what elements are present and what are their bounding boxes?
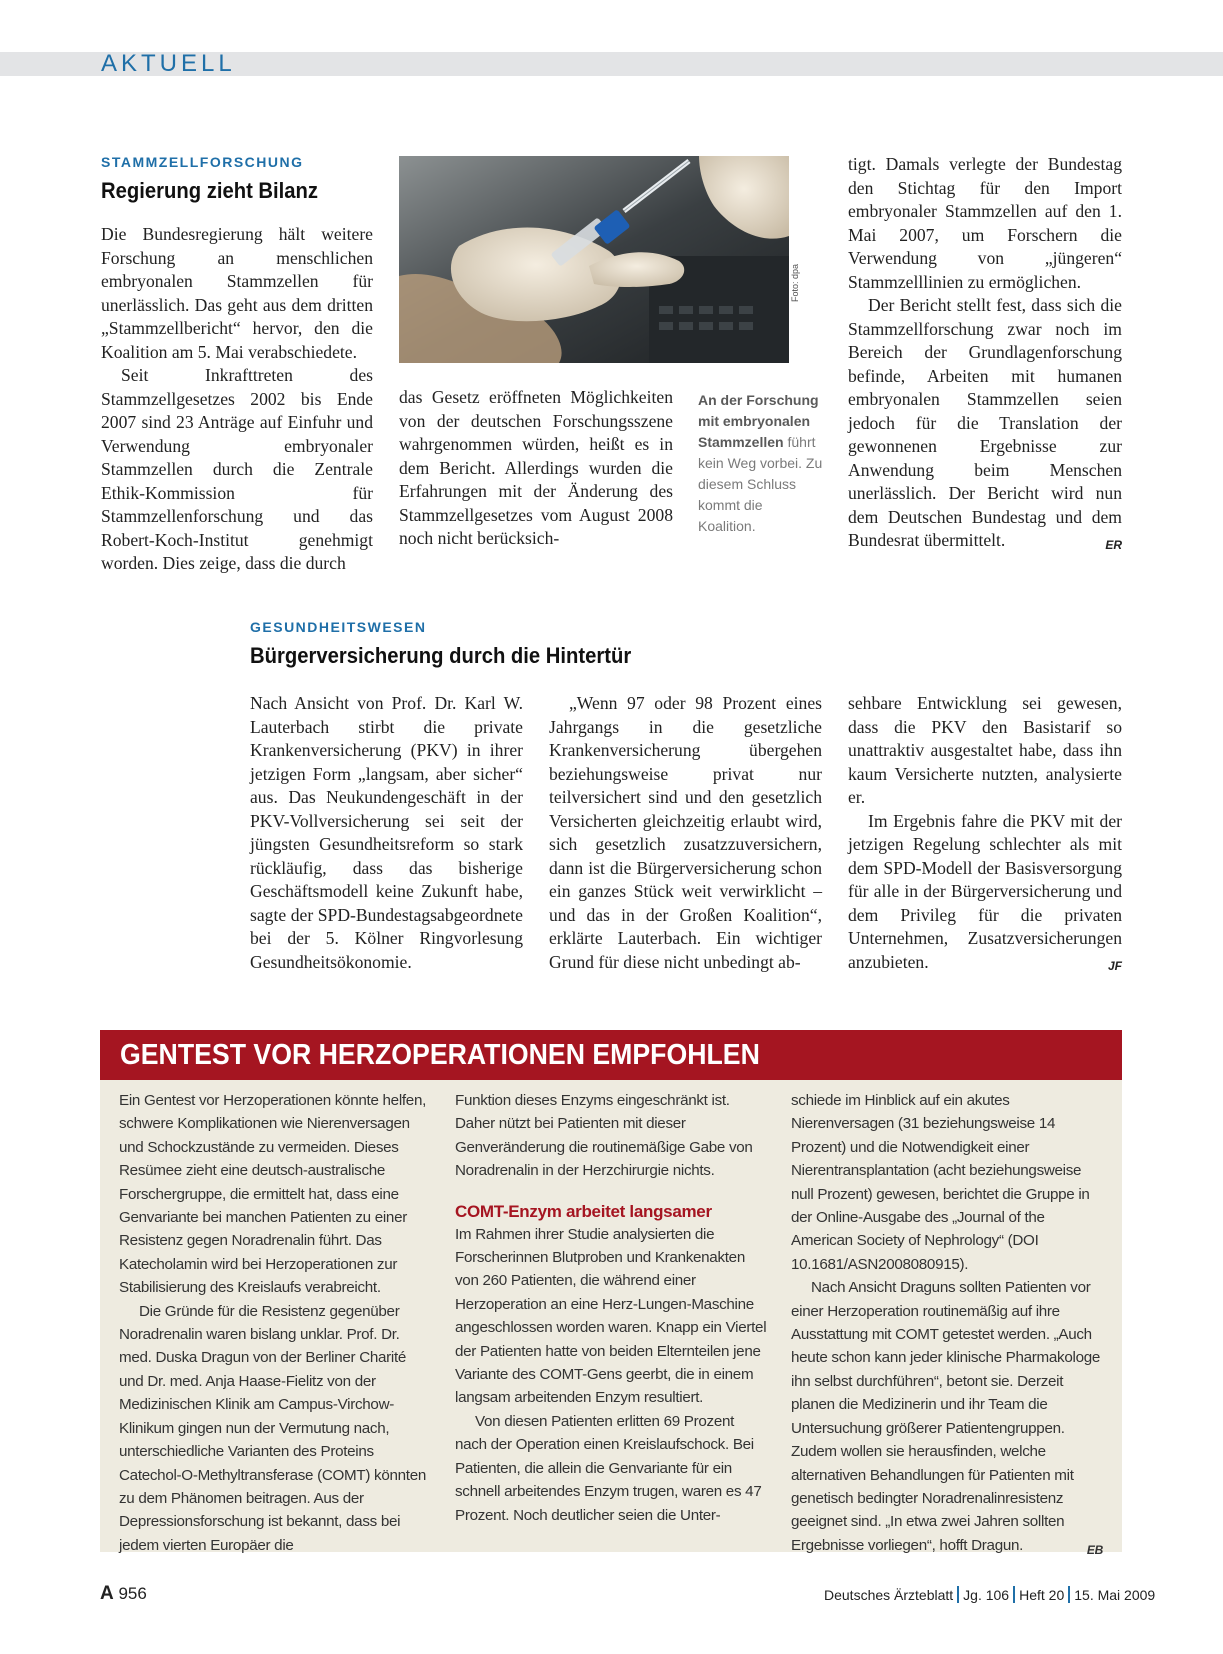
journal-date: 15. Mai 2009 <box>1074 1587 1156 1603</box>
paragraph: Ein Gentest vor Herzoperationen könnte helfen, schwere Komplikationen wie Nierenversagen und Schockzustände zu vermeiden. Dieses Resümee zieht eine deutsch-australische Forschergruppe, die ermittelt hat, dass eine Genvariante bei manchen Patienten zu einer Resistenz gegen Noradrenalin führt. Das Katecholamin wird bei Herzoperationen zur Stabilisierung des Kreislaufs verabreicht. <box>119 1092 427 1297</box>
photo-caption <box>698 390 824 537</box>
paragraph: Die Gründe für die Resistenz gegenüber Noradrenalin waren bislang unklar. Prof. Dr. med. Duska Dragun von der Berliner Charité und Dr. med. Anja Haase-Fielitz von der Medizinischen Klinik am Campus-Virchow-Klinikum gingen nun der Vermutung nach, unterschiedliche Varianten des Proteins Catechol-O-Methyltransferase (COMT) könnten zu dem Phänomen beitragen. Aus der Depressionsforschung ist bekannt, dass bei jedem vierten Europäer die <box>119 1302 426 1554</box>
paragraph: Funktion dieses Enzyms eingeschränkt ist. Daher nützt bei Patienten mit dieser Genveränderung die routinemäßige Gabe von Noradrenalin in der Herzchirurgie nichts. <box>455 1092 753 1180</box>
paragraph: Von diesen Patienten erlitten 69 Prozent nach der Operation einen Kreislaufschock. Bei Patienten, die allein die Genvariante für ein schnell arbeitendes Enzym trugen, waren es 47 Prozent. Noch deutlicher seien die Unter- <box>455 1412 762 1524</box>
box-subheading: COMT-Enzym arbeitet langsamer <box>455 1201 712 1221</box>
author-signature: JF <box>1107 959 1122 973</box>
paragraph: Der Bericht stellt fest, dass sich die Stammzellforschung zwar noch im Bereich der Grundlagenforschung befinde, Arbeiten mit humanen embryonalen Stammzellen seien jedoch für die Translation der gewonnenen Ergebnisse zur Anwendung beim Menschen unerlässlich. Der Bericht wird nun dem Deutschen Bundestag und dem Bundesrat übermittelt. <box>848 295 1122 550</box>
paragraph: Im Ergebnis fahre die PKV mit der jetzigen Regelung schlechter als mit dem SPD-Modell der Basisversorgung für alle in der Bürgerversicherung und dem Privileg für die privaten Unternehmen, Zusatzversicherungen anzubieten. <box>848 810 1122 972</box>
paragraph: sehbare Entwicklung sei gewesen, dass die PKV den Basistarif so unattraktiv ausgestaltet habe, dass ihn kaum Versicherte nutzten, analysierte er. <box>848 693 1122 807</box>
paragraph: Die Bundesregierung hält weitere Forschung an menschlichen embryonalen Stammzellen für unerlässlich. Das geht aus dem dritten „Stammzellbericht“ hervor, den die Koalition am 5. Mai verabschiedete. <box>101 224 373 362</box>
box-title: GENTEST VOR HERZOPERATIONEN EMPFOHLEN <box>120 1039 760 1071</box>
journal-issue: Heft 20 <box>1019 1587 1065 1603</box>
paragraph: Nach Ansicht von Prof. Dr. Karl W. Lauterbach stirbt die private Krankenversicherung (PKV) in ihrer jetzigen Form „langsam, aber sicher“ aus. Das Neukundengeschäft in der PKV-Vollversicherung sei seit der jüngsten Gesundheitsreform so stark rückläufig, dass das bisherige Geschäftsmodell keine Zukunft habe, sagte der SPD-Bundestagsabgeordnete bei der 5. Kölner Ringvorlesung Gesundheitsökonomie. <box>250 693 523 972</box>
journal-name: Deutsches Ärzteblatt <box>824 1587 954 1603</box>
article2-column-3 <box>848 692 1122 979</box>
box-header <box>100 1030 1122 1080</box>
page-prefix: A <box>100 1583 114 1604</box>
paragraph: tigt. Damals verlegte der Bundestag den Stichtag für den Import embryonaler Stammzellen auf den 1. Mai 2007, um Forschern die Verwendung von „jüngeren“ Stammzelllinien zu ermöglichen. <box>848 154 1122 292</box>
paragraph: schiede im Hinblick auf ein akutes Nierenversagen (31 beziehungsweise 14 Prozent) und die Notwendigkeit einer Nierentransplantation (acht beziehungsweise null Prozent) gewesen, berichtet die Gruppe in der Online-Ausgabe des „Journal of the American Society of Nephrology“ (DOI 10.1681/ASN2008080915). <box>791 1092 1090 1273</box>
box-column-2 <box>455 1089 767 1527</box>
box-column-3 <box>791 1089 1103 1563</box>
caption-text: führt kein Weg vorbei. Zu diesem Schluss kommt die Koalition. <box>698 434 823 534</box>
article2-column-1 <box>250 692 523 974</box>
separator <box>1068 1586 1070 1603</box>
page-number-value: 956 <box>113 1584 147 1603</box>
caption-lead: An der Forschung mit embryonalen Stammzellen <box>698 392 819 450</box>
separator <box>957 1586 959 1603</box>
paragraph: „Wenn 97 oder 98 Prozent eines Jahrgangs in die gesetzliche Krankenversicherung übergehen beziehungsweise privat nur teilversichert sind und den gesetzlich Versicherten gleichzeitig erlaubt wird, sich gesetzlich zusatzzuversichern, dann ist die Bürgerversicherung schon ein ganzes Stück weit verwirklicht – und das in der Großen Koalition“, erklärte Lauterbach. Ein wichtiger Grund für diese nicht unbedingt ab- <box>549 693 822 972</box>
stem-cell-lab-photo <box>399 156 789 363</box>
article2-headline: Bürgerversicherung durch die Hintertür <box>250 643 632 668</box>
journal-volume: Jg. 106 <box>963 1587 1010 1603</box>
article2-kicker: GESUNDHEITSWESEN <box>250 619 427 635</box>
paragraph: Im Rahmen ihrer Studie analysierten die Forscherinnen Blutproben und Krankenakten von 260 Patienten, die während einer Herzoperation an eine Herz-Lungen-Maschine angeschlossen worden waren. Knapp ein Viertel der Patienten hatte von beiden Elternteilen jene Variante des COMT-Gens geerbt, die in einem langsam arbeitenden Enzym resultiert. <box>455 1225 767 1407</box>
article1-kicker: STAMMZELLFORSCHUNG <box>101 154 304 170</box>
paragraph: Seit Inkrafttreten des Stammzellgesetzes 2002 bis Ende 2007 sind 23 Anträge auf Einfuhr und Verwendung embryonaler Stammzellen durch die Zentrale Ethik-Kommission für Stammzellenforschung und das Robert-Koch-Institut genehmigt worden. Dies zeige, dass die durch <box>101 365 373 573</box>
article1-column-2 <box>399 386 673 551</box>
author-signature: EB <box>1086 1543 1103 1558</box>
paragraph: das Gesetz eröffneten Möglichkeiten von der deutschen Forschungsszene wahrgenommen würden, heißt es in dem Bericht. Allerdings wurden die Erfahrungen mit der Änderung des Stammzellgesetzes vom August 2008 noch nicht berücksich- <box>399 387 673 548</box>
article1-headline: Regierung zieht Bilanz <box>101 178 319 203</box>
article2-column-2 <box>549 692 822 974</box>
paragraph: Nach Ansicht Draguns sollten Patienten vor einer Herzoperation routinemäßig auf ihre Ausstattung mit COMT getestet werden. „Auch heute schon kann jeder klinische Pharmakologe ihn selbst durchführen“, betont sie. Derzeit planen die Medizinerin und ihr Team die Untersuchung größerer Patientengruppen. Zudem wollen sie herausfinden, welche alternativen Behandlungen für Patienten mit genetisch bedingter Noradrenalinresistenz geeignet sind. „In etwa zwei Jahren sollten Ergebnisse vorliegen“, hofft Dragun. <box>791 1279 1101 1554</box>
box-column-1 <box>119 1089 431 1557</box>
separator <box>1013 1586 1015 1603</box>
article1-column-3 <box>848 153 1122 557</box>
photo-credit: Foto: dpa <box>790 263 800 302</box>
author-signature: ER <box>1105 537 1122 552</box>
section-label: AKTUELL <box>101 50 236 77</box>
journal-info <box>824 1586 1156 1603</box>
box-body <box>100 1080 1122 1558</box>
page-number <box>100 1583 147 1605</box>
article1-column-1 <box>101 223 373 576</box>
